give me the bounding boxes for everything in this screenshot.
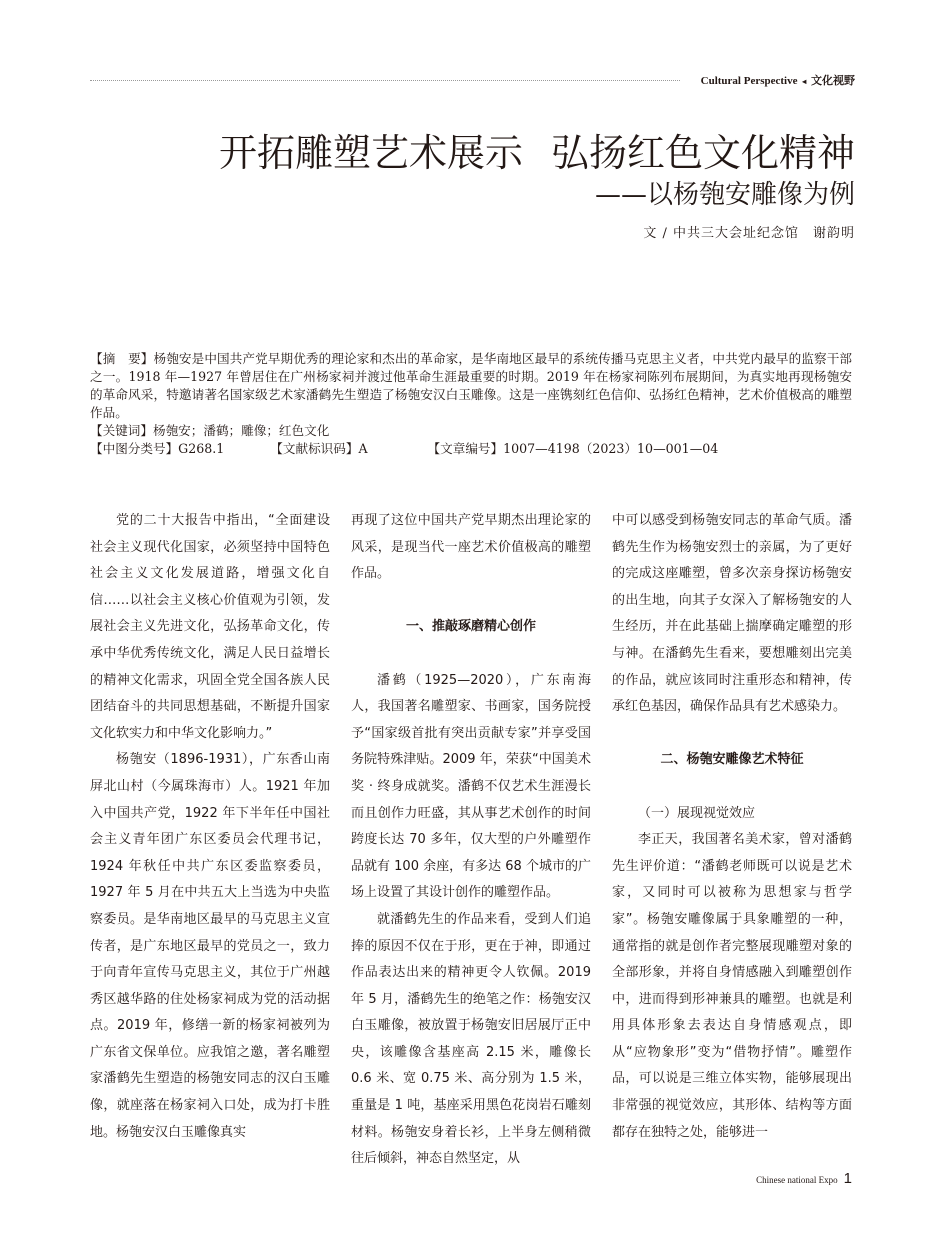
body-column-1 xyxy=(90,508,330,1146)
paragraph: 李正天，我国著名美术家，曾对潘鹤先生评价道：“潘鹤老师既可以说是艺术家，又同时可以被称为思想家与哲学家”。杨匏安雕像属于具象雕塑的一种，通常指的就是创作者完整展现雕塑对象的全部形象，并将自身情感融入到雕塑创作中，进而得到形神兼具的雕塑。也就是利用具体形象去表达自身情感观点，即从“应物象形”变为“借物抒情”。雕塑作品，可以说是三维立体实物，能够展现出非常强的视觉效应，其形体、结构等方面都存在独特之处，能够进一 xyxy=(612,832,852,1140)
section-heading: 一、推敲琢磨精心创作 xyxy=(405,619,536,635)
page-footer xyxy=(756,1170,852,1187)
article-number-value: 1007—4198（2023）10—001—04 xyxy=(503,441,719,456)
abstract-text: 杨匏安是中国共产党早期优秀的理论家和杰出的革命家，是华南地区最早的系统传播马克思主义者，中共党内最早的监察干部之一。1918 年—1927 年曾居住在广州杨家祠并渡过他革命生涯最重要的时期。2019 年在杨家祠陈列布展期间，为真实地再现杨匏安的革命风采，特邀请著名国家级艺术家潘鹤先生塑造了杨匏安汉白玉雕像。这是一座镌刻红色信仰、弘扬红色精神，艺术价值极高的雕塑作品。 xyxy=(90,351,853,420)
paragraph: 再现了这位中国共产党早期杰出理论家的风采，是现当代一座艺术价值极高的雕塑作品。 xyxy=(351,513,591,582)
keywords xyxy=(90,422,852,440)
journal-name: Chinese national Expo xyxy=(756,1175,838,1185)
paragraph: 就潘鹤先生的作品来看，受到人们追捧的原因不仅在于形，更在于神，即通过作品表达出来的精神更令人钦佩。2019 年 5 月，潘鹤先生的绝笔之作：杨匏安汉白玉雕像，被放置于杨匏安旧居展厅正中央，该雕像含基座高 2.15 米，雕像长 0.6 米、宽 0.75 米、高分别为 1.5 米，重量是 1 吨，基座采用黑色花岗岩石雕刻材料。杨匏安身着长衫，上半身左侧稍微往后倾斜，神态自然坚定，从 xyxy=(351,911,591,1167)
header-rule xyxy=(90,80,680,81)
body-column-3 xyxy=(612,508,852,1146)
title-part-2: 弘扬红色文化精神 xyxy=(550,131,855,175)
paragraph: 中可以感受到杨匏安同志的革命气质。潘鹤先生作为杨匏安烈士的亲属，为了更好的完成这座雕塑，曾多次亲身探访杨匏安的出生地，向其子女深入了解杨匏安的人生经历，并在此基础上揣摩确定雕塑的形与神。在潘鹤先生看来，要想雕刻出完美的作品，就应该同时注重形态和精神，传承红色基因，确保作品具有艺术感染力。 xyxy=(612,513,852,715)
byline: 文 / 中共三大会址纪念馆 谢韵明 xyxy=(643,226,855,241)
subsection-heading: （一）展现视觉效应 xyxy=(638,805,756,821)
paragraph: 党的二十大报告中指出，“全面建设社会主义现代化国家，必须坚持中国特色社会主义文化发展道路，增强文化自信……以社会主义核心价值观为引领，发展社会主义先进文化，弘扬革命文化，传承中华优秀传统文化，满足人民日益增长的精神文化需求，巩固全党全国各族人民团结奋斗的共同思想基础，不断提升国家文化软实力和中华文化影响力。” xyxy=(90,513,330,741)
clc-label: 【中图分类号】 xyxy=(90,441,179,456)
keywords-text: 杨匏安；潘鹤；雕像；红色文化 xyxy=(152,423,330,438)
abstract xyxy=(90,350,852,422)
section-label-cn: 文化视野 xyxy=(811,75,855,87)
doc-code-label: 【文献标识码】 xyxy=(270,441,359,456)
doc-code-value: A xyxy=(358,441,368,456)
clc-value: G268.1 xyxy=(178,441,225,456)
page-number: 1 xyxy=(843,1170,852,1187)
section-label-en: Cultural Perspective xyxy=(700,75,798,87)
keywords-label: 【关键词】 xyxy=(90,423,153,438)
abstract-label: 【摘 要】 xyxy=(90,351,154,366)
article-subtitle: ——以杨匏安雕像为例 xyxy=(594,180,855,210)
classification-row xyxy=(90,440,852,458)
body-column-2 xyxy=(351,508,591,1173)
article-title xyxy=(219,122,855,177)
paragraph: 杨匏安（1896-1931），广东香山南屏北山村（今属珠海市）人。1921 年加入中国共产党，1922 年下半年任中国社会主义青年团广东区委员会代理书记，1924 年秋任中共广东区委监察委员，1927 年 5 月在中共五大上当选为中央监察委员。是华南地区最早的马克思主义宣传者，是广东地区最早的党员之一，致力于向青年宣传马克思主义，其位于广州越秀区越华路的住处杨家祠成为党的活动据点。2019 年，修缮一新的杨家祠被列为广东省文保单位。应我馆之邀，著名雕塑家潘鹤先生塑造的杨匏安同志的汉白玉雕像，就座落在杨家祠入口处，成为打卡胜地。杨匏安汉白玉雕像真实 xyxy=(90,752,330,1140)
triangle-left-icon: ◂ xyxy=(802,77,807,86)
abstract-block xyxy=(90,350,852,458)
section-heading: 二、杨匏安雕像艺术特征 xyxy=(660,752,804,768)
title-part-1: 开拓雕塑艺术展示 xyxy=(218,131,523,175)
section-label xyxy=(701,72,855,88)
paragraph: 潘鹤（1925—2020），广东南海人，我国著名雕塑家、书画家，国务院授予“国家级首批有突出贡献专家”并享受国务院特殊津贴。2009 年，荣获“中国美术奖 · 终身成就奖。潘鹤不仅艺术生涯漫长而且创作力旺盛，其从事艺术创作的时间跨度长达 70 多年，仅大型的户外雕塑作品就有 100 余座，有多达 68 个城市的广场上设置了其设计创作的雕塑作品。 xyxy=(351,672,591,901)
article-number-label: 【文章编号】 xyxy=(427,441,504,456)
